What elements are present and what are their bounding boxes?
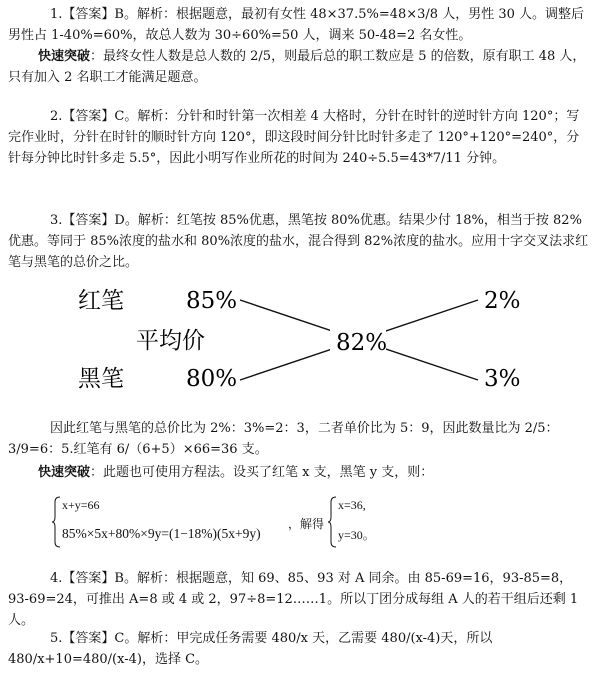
red-pen-label: 红笔 xyxy=(78,288,124,314)
q1-paragraph xyxy=(8,4,592,46)
diff-bottom-value: 3% xyxy=(484,366,521,392)
q4-paragraph xyxy=(8,568,592,631)
q2-text: 2.【答案】C。解析：分针和时针第一次相差 4 大格时，分针在时针的逆时针方向 120°；写完作业时，分针在时针的顺时针方向 120°，即这段时间分针比时针多走了 120°+120°=240°，分针每分钟比时针多走 5.5°，因此小明写作业所花的时间为 240÷5.5=43*7/11 分钟。 xyxy=(8,109,580,166)
red-pen-value: 85% xyxy=(186,288,238,314)
right-brace xyxy=(328,496,338,548)
diff-top-value: 2% xyxy=(484,288,521,314)
q3-tip-text: ：此题也可使用方程法。设买了红笔 x 支，黑笔 y 支，则： xyxy=(90,465,434,480)
solution-1: x=36, xyxy=(338,498,366,512)
q1-tip-label: 快速突破 xyxy=(38,49,91,64)
equation-1: x+y=66 xyxy=(62,498,100,512)
q4-text: 4.【答案】B。解析：根据题意，知 69、85、93 对 A 同余。由 85-69=16，93-85=8，93-69=24，可推出 A=8 或 4 或 2，97÷8=12……1。所以丁团分成每组 A 人的若干组后还剩 1 人。 xyxy=(8,571,579,628)
average-value: 82% xyxy=(336,330,388,356)
q3-text: 3.【答案】D。解析：红笔按 85%优惠，黑笔按 80%优惠。结果少付 18%，相当于按 82%优惠。等同于 85%浓度的盐水和 80%浓度的盐水，混合得到 82%浓度的盐水。应用十字交叉法求红笔与黑笔的总价之比。 xyxy=(8,213,589,270)
q1-text: 1.【答案】B。解析：根据题意，最初有女性 48×37.5%=48×3/8 人，男性 30 人。调整后男性占 1-40%=60%，故总人数为 30÷60%=50 人，调来 50-48=2 名女性。 xyxy=(8,7,585,43)
q2-paragraph xyxy=(8,106,592,169)
solve-word: ，解得 xyxy=(288,517,325,531)
solution-2: y=30。 xyxy=(338,528,375,542)
black-pen-label: 黑笔 xyxy=(78,366,124,392)
q3-conclusion-paragraph xyxy=(8,418,592,460)
q3-conclusion-text: 因此红笔与黑笔的总价比为 2%：3%=2：3，二者单价比为 5：9，因此数量比为 2/5：3/9=6：5.红笔有 6/（6+5）×66=36 支。 xyxy=(8,421,559,457)
cross-method-diagram xyxy=(0,282,600,400)
q3-tip-paragraph xyxy=(8,462,592,483)
q3-tip-label: 快速突破 xyxy=(38,465,91,480)
q1-tip-text: ：最终女性人数是总人数的 2/5，则最后总的职工数应是 5 的倍数，原有职工 48 人，只有加入 2 名职工才能满足题意。 xyxy=(8,49,586,85)
q5-paragraph xyxy=(8,628,592,670)
q3-paragraph xyxy=(8,210,592,273)
equation-2: 85%×5x+80%×9y=(1−18%)(5x+9y) xyxy=(62,526,261,541)
q5-text: 5.【答案】C。解析：甲完成任务需要 480/x 天，乙需要 480/(x-4)天，所以 480/x+10=480/(x-4)，选择 C。 xyxy=(8,631,493,667)
left-brace xyxy=(52,496,62,548)
q1-tip-paragraph xyxy=(8,46,592,88)
average-label: 平均价 xyxy=(136,328,205,354)
black-pen-value: 80% xyxy=(186,366,238,392)
